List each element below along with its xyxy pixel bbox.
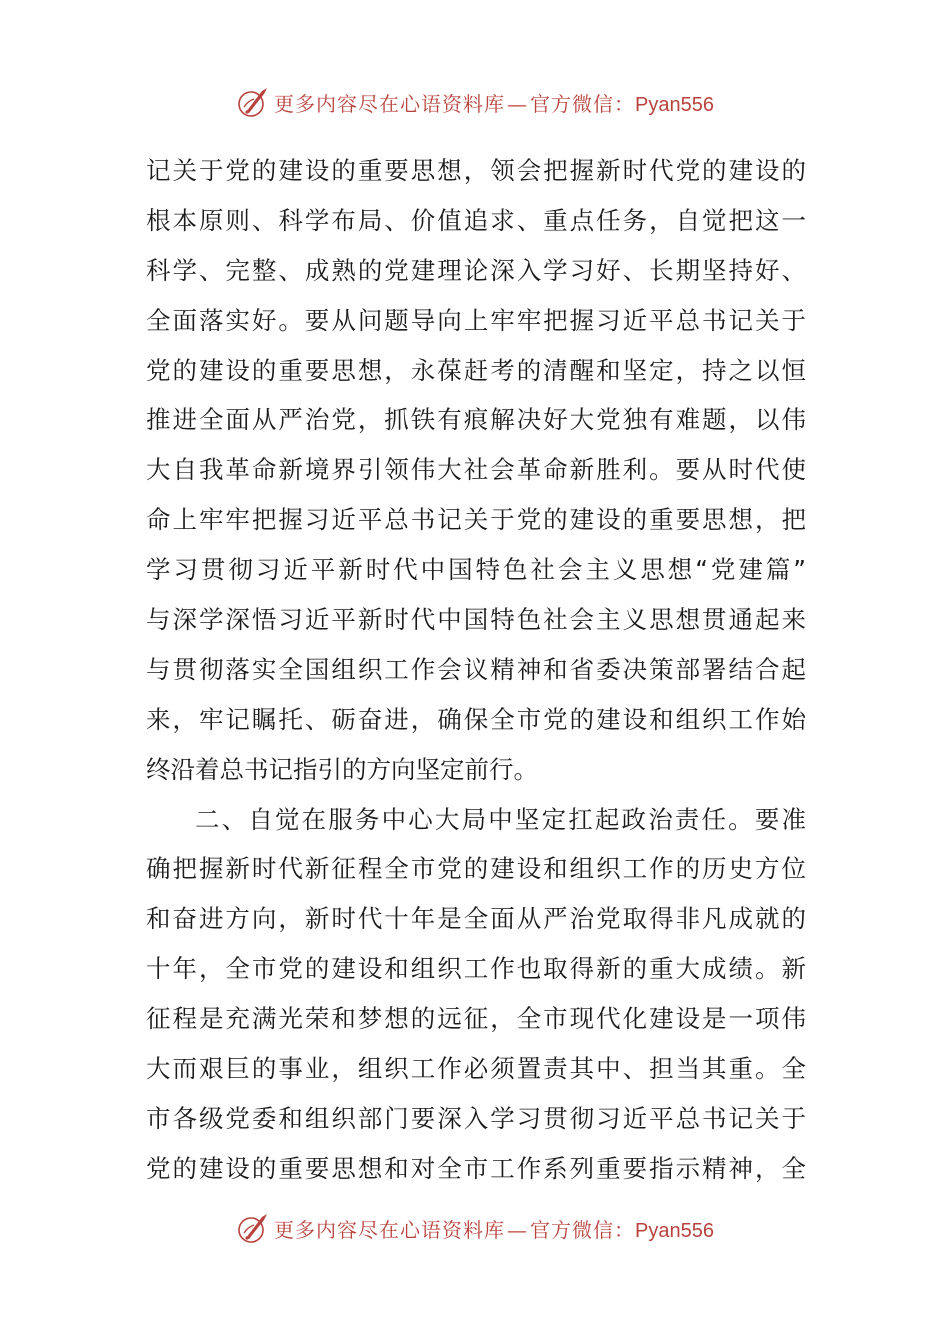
body-line: 来，牢记瞩托、砺奋进，确保全市党的建设和组织工作始 xyxy=(146,704,806,734)
quill-pen-logo-icon xyxy=(236,85,270,119)
body-line: 命上牢牢把握习近平总书记关于党的建设的重要思想，把 xyxy=(146,505,806,535)
header-wechat-id: Pyan556 xyxy=(635,93,714,116)
body-line: 党的建设的重要思想，永葆赶考的清醒和坚定，持之以恒 xyxy=(146,355,806,385)
footer-separator: — xyxy=(507,1217,529,1242)
body-line: 记关于党的建设的重要思想，领会把握新时代党的建设的 xyxy=(146,156,806,185)
footer-banner xyxy=(0,1208,950,1248)
body-line: 与深学深悟习近平新时代中国特色社会主义思想贯通起来 xyxy=(146,605,806,635)
header-wechat-label: 官方微信： xyxy=(530,91,636,116)
body-line: 与贯彻落实全国组织工作会议精神和省委决策部署结合起 xyxy=(146,654,806,684)
footer-wechat-label: 官方微信： xyxy=(530,1217,636,1242)
footer-wechat-id: Pyan556 xyxy=(635,1219,714,1242)
body-line: 推进全面从严治党，抓铁有痕解决好大党独有难题，以伟 xyxy=(146,405,806,435)
body-line: 征程是充满光荣和梦想的远征，全市现代化建设是一项伟 xyxy=(146,1004,806,1034)
paragraph-end-line: 终沿着总书记指引的方向坚定前行。 xyxy=(146,754,538,784)
section-heading-line: 二、自觉在服务中心大局中坚定扛起政治责任。要准 xyxy=(195,804,806,834)
body-line: 根本原则、科学布局、价值追求、重点任务，自觉把这一 xyxy=(146,205,806,235)
footer-site-name: 更多内容尽在心语资料库 xyxy=(274,1217,506,1242)
body-line: 市各级党委和组织部门要深入学习贯彻习近平总书记关于 xyxy=(146,1103,806,1133)
body-text xyxy=(146,146,806,1194)
body-line: 确把握新时代新征程全市党的建设和组织工作的历史方位 xyxy=(146,854,806,884)
body-line: 十年，全市党的建设和组织工作也取得新的重大成绩。新 xyxy=(146,954,806,984)
body-line: 大而艰巨的事业，组织工作必须置责其中、担当其重。全 xyxy=(146,1054,806,1084)
body-line: 大自我革命新境界引领伟大社会革命新胜利。要从时代使 xyxy=(146,455,806,485)
quill-pen-logo-icon xyxy=(236,1211,270,1245)
header-text xyxy=(274,88,714,117)
body-line: 科学、完整、成熟的党建理论深入学习好、长期坚持好、 xyxy=(146,255,806,285)
body-line: 和奋进方向，新时代十年是全面从严治党取得非凡成就的 xyxy=(146,904,806,934)
header-separator: — xyxy=(507,91,529,116)
header-banner xyxy=(0,82,950,122)
body-line: 全面落实好。要从问题导向上牢牢把握习近平总书记关于 xyxy=(146,305,806,335)
footer-text xyxy=(274,1214,714,1243)
body-line: 党的建设的重要思想和对全市工作系列重要指示精神，全 xyxy=(146,1153,806,1183)
header-site-name: 更多内容尽在心语资料库 xyxy=(274,91,506,116)
body-line: 学习贯彻习近平新时代中国特色社会主义思想“党建篇” xyxy=(146,555,806,585)
